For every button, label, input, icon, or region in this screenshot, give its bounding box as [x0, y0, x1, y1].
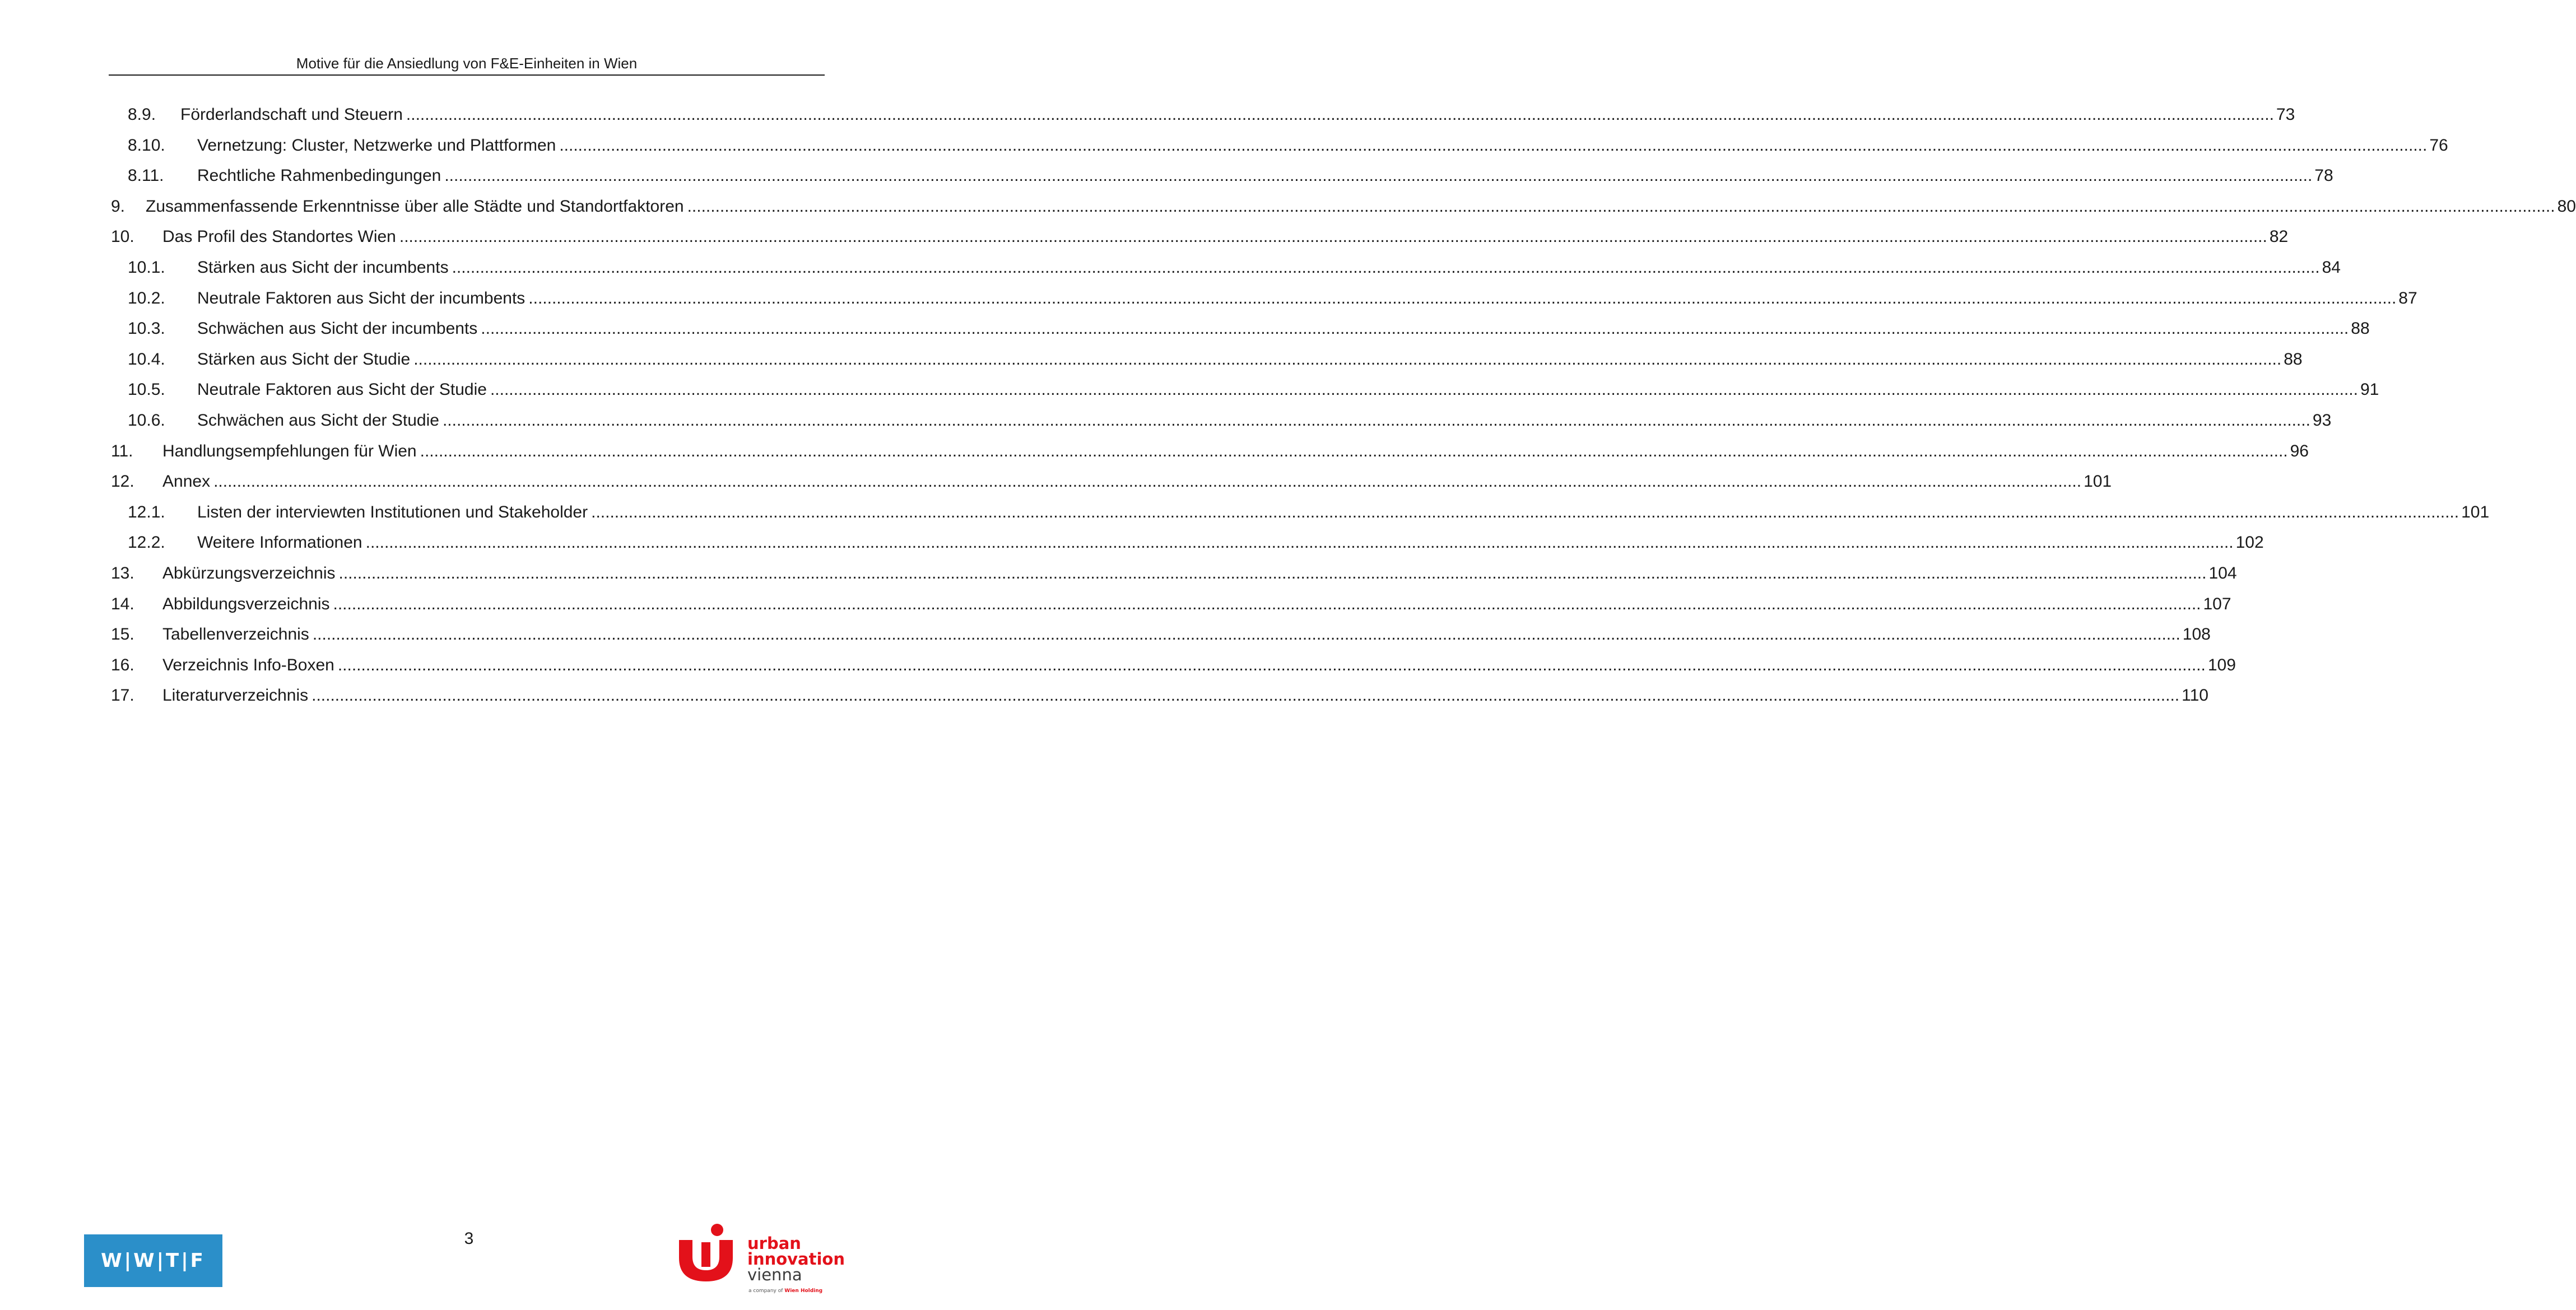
urban-innovation-vienna-logo [676, 1223, 844, 1297]
toc-entry-title: Listen der interviewten Institutionen und Stakeholder [197, 502, 588, 521]
toc-entry-page: 88 [2351, 319, 2370, 338]
toc-entry-line [197, 530, 2264, 555]
toc-entry-title: Annex [162, 472, 211, 491]
toc-entry[interactable] [0, 102, 2295, 127]
toc-entry-page: 101 [2084, 472, 2112, 491]
toc-entry-page: 102 [2235, 533, 2264, 552]
toc-entry[interactable] [0, 500, 2490, 525]
toc-leader-dots: ................................................................................................................................................................................................................................................................................................................................................................................................................ [528, 288, 2397, 307]
toc-entry-number: 10.5. [128, 380, 165, 399]
toc-entry-line [162, 561, 2237, 586]
toc-entry-page: 84 [2322, 258, 2341, 277]
toc-entry-title: Vernetzung: Cluster, Netzwerke und Plattformen [197, 136, 556, 155]
toc-leader-dots: ................................................................................................................................................................................................................................................................................................................................................................................................................ [442, 411, 2310, 430]
toc-entry-page: 101 [2461, 502, 2490, 521]
toc-entry-line [162, 683, 2208, 708]
toc-entry[interactable] [0, 225, 2289, 249]
toc-entry-line [162, 592, 2231, 617]
toc-entry[interactable] [0, 347, 2303, 372]
uiv-u-mark-icon [676, 1223, 747, 1283]
toc-leader-dots: ................................................................................................................................................................................................................................................................................................................................................................................................................ [406, 105, 2274, 124]
uiv-logo-line-vienna: vienna [747, 1265, 802, 1284]
toc-leader-dots: ................................................................................................................................................................................................................................................................................................................................................................................................................ [337, 655, 2206, 674]
toc-entry-page: 96 [2290, 441, 2309, 460]
toc-entry[interactable] [0, 469, 2112, 494]
toc-leader-dots: ................................................................................................................................................................................................................................................................................................................................................................................................................ [338, 564, 2207, 582]
wwtf-logo-text: W|W|T|F [101, 1250, 206, 1272]
toc-leader-dots: ................................................................................................................................................................................................................................................................................................................................................................................................................ [481, 319, 2349, 338]
toc-entry[interactable] [0, 439, 2309, 464]
toc-entry[interactable] [0, 683, 2208, 708]
toc-entry-number: 11. [111, 441, 133, 460]
toc-entry-line [162, 622, 2211, 647]
toc-entry-title: Neutrale Faktoren aus Sicht der incumbents [197, 288, 526, 307]
toc-entry-number: 10. [111, 227, 134, 246]
toc-entry-title: Förderlandschaft und Steuern [180, 105, 403, 124]
toc-entry-line [197, 316, 2370, 341]
toc-entry-title: Stärken aus Sicht der Studie [197, 349, 411, 369]
toc-leader-dots: ................................................................................................................................................................................................................................................................................................................................................................................................................ [687, 197, 2555, 216]
toc-entry-title: Verzeichnis Info-Boxen [162, 655, 334, 674]
toc-entry-title: Das Profil des Standortes Wien [162, 227, 396, 246]
toc-entry[interactable] [0, 377, 2379, 402]
toc-entry-page: 87 [2398, 288, 2417, 307]
toc-entry-title: Stärken aus Sicht der incumbents [197, 258, 449, 277]
toc-entry-line [197, 500, 2490, 525]
toc-leader-dots: ................................................................................................................................................................................................................................................................................................................................................................................................................ [333, 594, 2201, 613]
toc-entry-line [197, 133, 2448, 158]
toc-leader-dots: ................................................................................................................................................................................................................................................................................................................................................................................................................ [490, 380, 2358, 399]
toc-entry-number: 12.2. [128, 533, 165, 552]
toc-entry-title: Rechtliche Rahmenbedingungen [197, 166, 441, 185]
toc-entry-number: 10.6. [128, 411, 165, 430]
toc-entry[interactable] [0, 653, 2236, 678]
toc-entry-line [180, 102, 2295, 127]
toc-entry-page: 108 [2182, 625, 2211, 644]
toc-leader-dots: ................................................................................................................................................................................................................................................................................................................................................................................................................ [399, 227, 2267, 246]
toc-entry-page: 82 [2269, 227, 2289, 246]
toc-entry-line [197, 164, 2333, 188]
toc-entry-page: 110 [2182, 686, 2208, 705]
toc-leader-dots: ................................................................................................................................................................................................................................................................................................................................................................................................................ [420, 441, 2288, 460]
toc-entry-page: 107 [2203, 594, 2231, 613]
toc-entry-title: Neutrale Faktoren aus Sicht der Studie [197, 380, 487, 399]
toc-entry-number: 12. [111, 472, 134, 491]
toc-leader-dots: ................................................................................................................................................................................................................................................................................................................................................................................................................ [213, 472, 2082, 491]
toc-leader-dots: ................................................................................................................................................................................................................................................................................................................................................................................................................ [365, 533, 2234, 552]
toc-entry[interactable] [0, 561, 2237, 586]
toc-entry-line [162, 469, 2112, 494]
toc-entry[interactable] [0, 408, 2332, 433]
toc-leader-dots: ................................................................................................................................................................................................................................................................................................................................................................................................................ [312, 625, 2180, 644]
toc-entry-title: Schwächen aus Sicht der Studie [197, 411, 439, 430]
toc-entry-number: 16. [111, 655, 134, 674]
toc-entry[interactable] [0, 286, 2417, 311]
toc-entry[interactable] [0, 316, 2370, 341]
toc-entry-number: 10.1. [128, 258, 165, 277]
toc-entry[interactable] [0, 164, 2333, 188]
toc-entry-page: 93 [2312, 411, 2332, 430]
toc-entry[interactable] [0, 255, 2341, 280]
toc-entry-number: 10.4. [128, 349, 165, 369]
toc-entry-number: 10.2. [128, 288, 165, 307]
toc-entry-title: Zusammenfassende Erkenntnisse über alle Städte und Standortfaktoren [146, 197, 684, 216]
toc-entry-title: Abbildungsverzeichnis [162, 594, 330, 613]
toc-entry[interactable] [0, 622, 2211, 647]
header-rule [109, 74, 825, 76]
toc-entry-page: 88 [2284, 349, 2303, 369]
toc-entry-page: 109 [2207, 655, 2236, 674]
toc-entry-title: Weitere Informationen [197, 533, 362, 552]
toc-entry-line [162, 439, 2309, 464]
toc-entry-title: Literaturverzeichnis [162, 686, 309, 705]
toc-entry-page: 91 [2360, 380, 2379, 399]
uiv-logo-subline [748, 1288, 822, 1294]
toc-entry-line [197, 408, 2332, 433]
toc-entry-number: 8.11. [128, 166, 164, 185]
toc-entry-page: 80 [2557, 197, 2576, 216]
toc-entry-title: Tabellenverzeichnis [162, 625, 309, 644]
toc-entry-page: 78 [2314, 166, 2333, 185]
toc-entry-page: 76 [2429, 136, 2448, 155]
toc-leader-dots: ................................................................................................................................................................................................................................................................................................................................................................................................................ [444, 166, 2313, 185]
toc-leader-dots: ................................................................................................................................................................................................................................................................................................................................................................................................................ [413, 349, 2282, 369]
uiv-logo-line-urban: urban [747, 1234, 801, 1253]
toc-entry-page: 104 [2208, 564, 2237, 582]
toc-entry[interactable] [0, 194, 2576, 219]
toc-entry-line [197, 255, 2341, 280]
toc-entry-title: Schwächen aus Sicht der incumbents [197, 319, 478, 338]
toc-leader-dots: ................................................................................................................................................................................................................................................................................................................................................................................................................ [591, 502, 2459, 521]
toc-entry[interactable] [0, 592, 2231, 617]
toc-entry-line [162, 653, 2236, 678]
page-header-title: Motive für die Ansiedlung von F&E-Einheiten in Wien [296, 55, 638, 72]
toc-entry-number: 15. [111, 625, 134, 644]
toc-entry-number: 10.3. [128, 319, 165, 338]
toc-entry-title: Handlungsempfehlungen für Wien [162, 441, 417, 460]
toc-entry-number: 17. [111, 686, 134, 705]
toc-entry-number: 13. [111, 564, 134, 582]
toc-entry-line [197, 286, 2417, 311]
toc-entry[interactable] [0, 133, 2448, 158]
wwtf-logo [84, 1234, 222, 1287]
toc-entry-number: 12.1. [128, 502, 165, 521]
toc-leader-dots: ................................................................................................................................................................................................................................................................................................................................................................................................................ [452, 258, 2320, 277]
toc-leader-dots: ................................................................................................................................................................................................................................................................................................................................................................................................................ [311, 686, 2180, 705]
toc-entry-number: 14. [111, 594, 134, 613]
page-number: 3 [464, 1229, 474, 1248]
uiv-logo-line-innovation: innovation [747, 1250, 845, 1269]
toc-entry-line [146, 194, 2576, 219]
uiv-logo-sub-prefix: a company of [748, 1288, 783, 1294]
toc-entry[interactable] [0, 530, 2264, 555]
toc-entry-page: 73 [2276, 105, 2295, 124]
toc-entry-number: 9. [111, 197, 125, 216]
uiv-logo-sub-brand: Wien Holding [784, 1288, 823, 1294]
toc-entry-line [162, 225, 2289, 249]
toc-entry-title: Abkürzungsverzeichnis [162, 564, 336, 582]
toc-entry-line [197, 377, 2379, 402]
toc-entry-number: 8.9. [128, 105, 156, 124]
toc-entry-line [197, 347, 2303, 372]
uiv-logo-wordmark [747, 1236, 845, 1283]
toc-leader-dots: ................................................................................................................................................................................................................................................................................................................................................................................................................ [559, 136, 2428, 155]
toc-entry-number: 8.10. [128, 136, 165, 155]
